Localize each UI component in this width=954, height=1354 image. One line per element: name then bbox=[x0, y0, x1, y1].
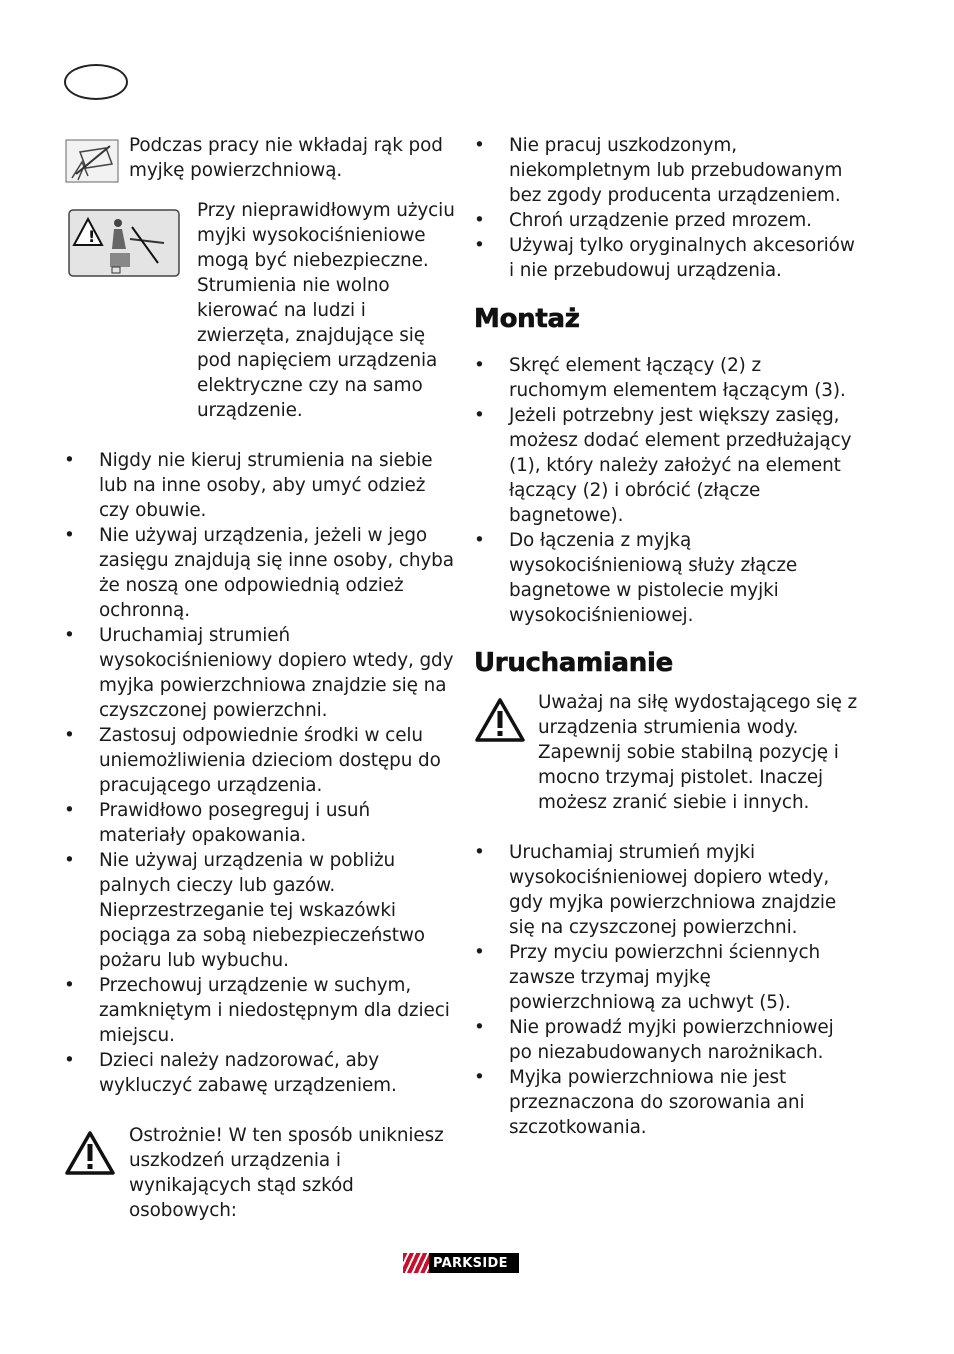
left-safety-list bbox=[64, 448, 456, 1098]
no-hands-icon bbox=[64, 138, 120, 184]
list-item: • Uruchamiaj strumień wysokociśnieniowy dopiero wtedy, gdy myjka powierzchniowa znajdzie się na czyszczonej powierzchni. bbox=[64, 623, 456, 723]
warning-triangle-icon bbox=[64, 1130, 116, 1176]
list-item: • Przechowuj urządzenie w suchym, zamkniętym i niedostępnym dla dzieci miejscu. bbox=[64, 973, 456, 1048]
list-item: • Zastosuj odpowiednie środki w celu uniemożliwienia dzieciom dostępu do pracującego urządzenia. bbox=[64, 723, 456, 798]
list-item: • Prawidłowo posegreguj i usuń materiały opakowania. bbox=[64, 798, 456, 848]
warning-triangle-icon bbox=[474, 697, 526, 743]
list-item: • Do łączenia z myjką wysokociśnieniową służy złącze bagnetowe w pistolecie myjki wysokociśnieniowej. bbox=[474, 528, 860, 628]
list-item: • Myjka powierzchniowa nie jest przeznaczona do szorowania ani szczotkowania. bbox=[474, 1065, 860, 1140]
list-item: • Przy myciu powierzchni ściennych zawsze trzymaj myjkę powierzchniową za uchwyt (5). bbox=[474, 940, 860, 1015]
hands-warning bbox=[64, 133, 456, 184]
right-safety-list bbox=[474, 133, 860, 283]
danger-warning-text: Przy nieprawidłowym użyciu myjki wysokociśnieniowe mogą być niebezpieczne. Strumienia nie wolno kierować na ludzi i zwierzęta, znajdujące się pod napięciem urządzenia elektryczne czy na samo urządzenie. bbox=[197, 200, 455, 421]
montaz-list bbox=[474, 353, 860, 628]
list-item: • Dzieci należy nadzorować, aby wykluczyć zabawę urządzeniem. bbox=[64, 1048, 456, 1098]
list-item: • Chroń urządzenie przed mrozem. bbox=[474, 208, 860, 233]
list-item: • Nie używaj urządzenia w pobliżu palnych cieczy lub gazów. Nieprzestrzeganie tej wskazówki pociąga za sobą niebezpieczeństwo pożaru lub wybuchu. bbox=[64, 848, 456, 973]
right-column bbox=[474, 133, 860, 1140]
water-jet-danger-icon bbox=[68, 209, 180, 277]
water-force-warning bbox=[474, 690, 860, 815]
list-item: • Nie używaj urządzenia, jeżeli w jego zasięgu znajdują się inne osoby, chyba że noszą one odpowiednią odzież ochronną. bbox=[64, 523, 456, 623]
list-item: • Nie pracuj uszkodzonym, niekompletnym lub przebudowanym bez zgody producenta urządzeniem. bbox=[474, 133, 860, 208]
parkside-logo bbox=[403, 1253, 519, 1273]
list-item: • Nigdy nie kieruj strumienia na siebie lub na inne osoby, aby umyć odzież czy obuwie. bbox=[64, 448, 456, 523]
list-item: • Skręć element łączący (2) z ruchomym elementem łączącym (3). bbox=[474, 353, 860, 403]
left-column bbox=[64, 133, 456, 1223]
caution-note-text: Ostrożnie! W ten sposób unikniesz uszkodzeń urządzenia i wynikających stąd szkód osobowych: bbox=[129, 1125, 444, 1221]
uruchamianie-list bbox=[474, 840, 860, 1140]
list-item: • Jeżeli potrzebny jest większy zasięg, możesz dodać element przedłużający (1), który należy założyć na element łączący (2) i obrócić (złącze bagnetowe). bbox=[474, 403, 860, 528]
hands-warning-text: Podczas pracy nie wkładaj rąk pod myjkę powierzchniową. bbox=[129, 135, 443, 181]
water-force-warning-text: Uważaj na siłę wydostającego się z urządzenia strumienia wody. Zapewnij sobie stabilną pozycję i mocno trzymaj pistolet. Inaczej możesz zranić siebie i innych. bbox=[538, 692, 858, 813]
logo-stripes bbox=[403, 1253, 429, 1273]
language-badge bbox=[64, 64, 128, 100]
section-heading-uruchamianie: Uruchamianie bbox=[474, 648, 673, 678]
danger-warning bbox=[64, 198, 456, 423]
caution-note bbox=[64, 1123, 456, 1223]
list-item: • Używaj tylko oryginalnych akcesoriów i nie przebudowuj urządzenia. bbox=[474, 233, 860, 283]
list-item: • Nie prowadź myjki powierzchniowej po niezabudowanych narożnikach. bbox=[474, 1015, 860, 1065]
brand-name: PARKSIDE bbox=[433, 1255, 508, 1271]
list-item: • Uruchamiaj strumień myjki wysokociśnieniowej dopiero wtedy, gdy myjka powierzchniowa znajdzie się na czyszczonej powierzchni. bbox=[474, 840, 860, 940]
section-heading-montaz: Montaż bbox=[474, 304, 580, 334]
svg-text:!: ! bbox=[88, 227, 96, 246]
